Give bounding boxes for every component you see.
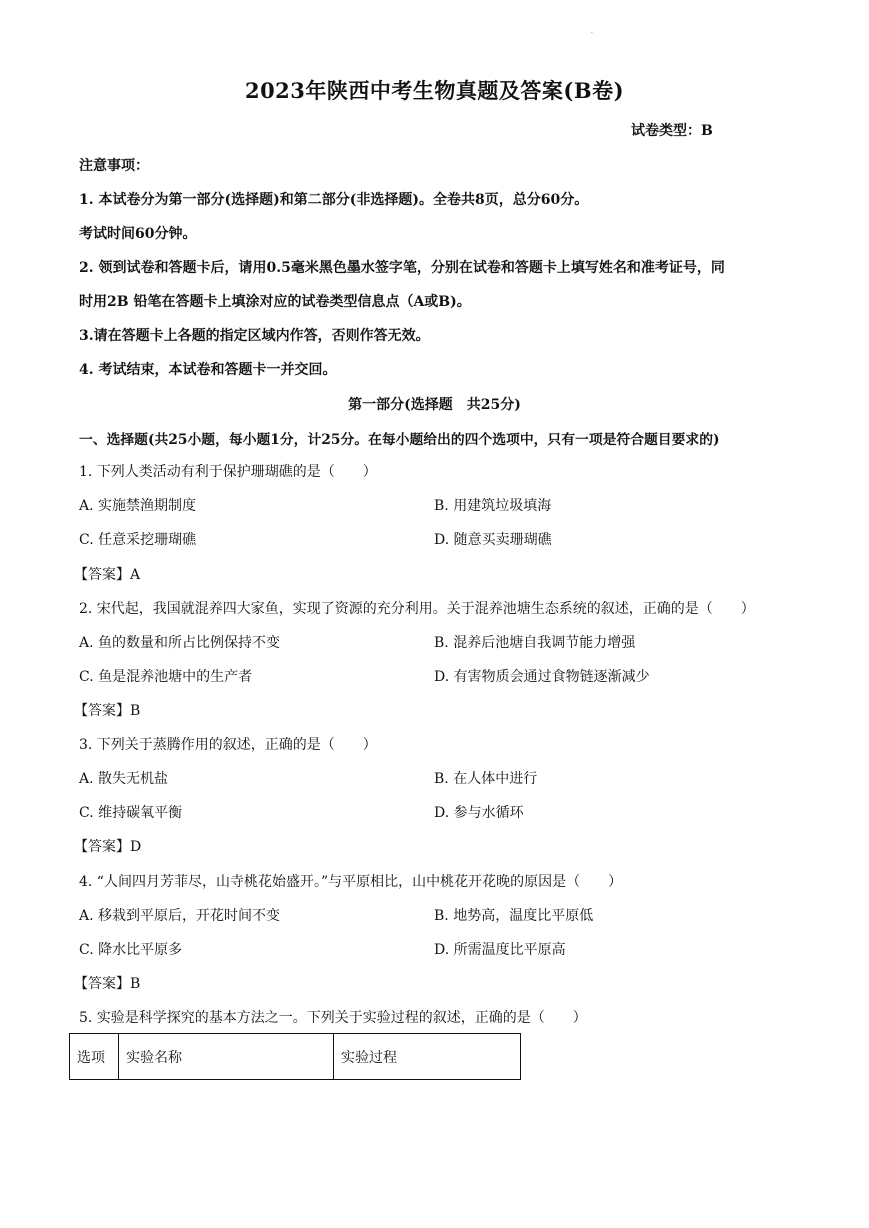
table-header-cell: 选项 xyxy=(70,1034,119,1080)
notice-item: 1. 本试卷分为第一部分(选择题)和第二部分(非选择题)。全卷共8页，总分60分。 xyxy=(79,192,589,208)
notice-heading: 注意事项： xyxy=(79,158,149,174)
question-option: C. 任意采挖珊瑚礁 xyxy=(79,532,197,548)
question-stem: 5. 实验是科学探究的基本方法之一。下列关于实验过程的叙述，正确的是（ ） xyxy=(79,1010,587,1026)
question-option: C. 鱼是混养池塘中的生产者 xyxy=(79,669,253,685)
notice-item: 4. 考试结束，本试卷和答题卡一并交回。 xyxy=(79,362,337,378)
table-header-cell: 实验名称 xyxy=(119,1034,334,1080)
question-stem: 2. 宋代起，我国就混养四大家鱼，实现了资源的充分利用。关于混养池塘生态系统的叙述，正确的是（ ） xyxy=(79,601,755,617)
answer: 【答案】B xyxy=(74,703,141,719)
experiment-table xyxy=(69,1033,521,1080)
notice-item: 3.请在答题卡上各题的指定区域内作答，否则作答无效。 xyxy=(79,328,430,344)
table-header-cell: 实验过程 xyxy=(334,1034,521,1080)
question-option: D. 所需温度比平原高 xyxy=(434,942,566,958)
question-stem: 3. 下列关于蒸腾作用的叙述，正确的是（ ） xyxy=(79,737,377,753)
table-header-row xyxy=(70,1034,521,1080)
question-option: A. 实施禁渔期制度 xyxy=(79,498,197,514)
page-title: 2023年陕西中考生物真题及答案(B卷) xyxy=(244,78,625,103)
notice-item: 考试时间60分钟。 xyxy=(79,226,197,242)
part1-heading: 第一部分(选择题 共25分) xyxy=(348,397,521,413)
question-option: D. 随意买卖珊瑚礁 xyxy=(434,532,552,548)
answer: 【答案】B xyxy=(74,976,141,992)
question-option: C. 降水比平原多 xyxy=(79,942,183,958)
question-option: B. 在人体中进行 xyxy=(434,771,538,787)
question-stem: 4. “人间四月芳菲尽，山寺桃花始盛开。”与平原相比，山中桃花开花晚的原因是（ ） xyxy=(79,874,623,890)
question-option: A. 鱼的数量和所占比例保持不变 xyxy=(79,635,281,651)
question-option: A. 散失无机盐 xyxy=(79,771,169,787)
question-option: D. 有害物质会通过食物链逐渐减少 xyxy=(434,669,650,685)
question-option: B. 混养后池塘自我调节能力增强 xyxy=(434,635,636,651)
question-option: B. 地势高，温度比平原低 xyxy=(434,908,594,924)
question-option: C. 维持碳氧平衡 xyxy=(79,805,183,821)
answer: 【答案】A xyxy=(74,567,141,583)
question-option: D. 参与水循环 xyxy=(434,805,524,821)
part1-instruction: 一、选择题(共25小题，每小题1分，计25分。在每小题给出的四个选项中，只有一项是符合题目要求的) xyxy=(79,432,720,448)
answer: 【答案】D xyxy=(74,839,142,855)
question-option: B. 用建筑垃圾填海 xyxy=(434,498,552,514)
question-stem: 1. 下列人类活动有利于保护珊瑚礁的是（ ） xyxy=(79,464,377,480)
page-dot: · xyxy=(591,30,593,37)
notice-item: 2. 领到试卷和答题卡后，请用0.5毫米黑色墨水签字笔，分别在试卷和答题卡上填写姓名和准考证号，同 xyxy=(79,260,725,276)
question-option: A. 移栽到平原后，开花时间不变 xyxy=(79,908,281,924)
paper-type: 试卷类型：B xyxy=(631,123,713,139)
notice-item: 时用2B 铅笔在答题卡上填涂对应的试卷类型信息点（A或B)。 xyxy=(79,294,471,310)
